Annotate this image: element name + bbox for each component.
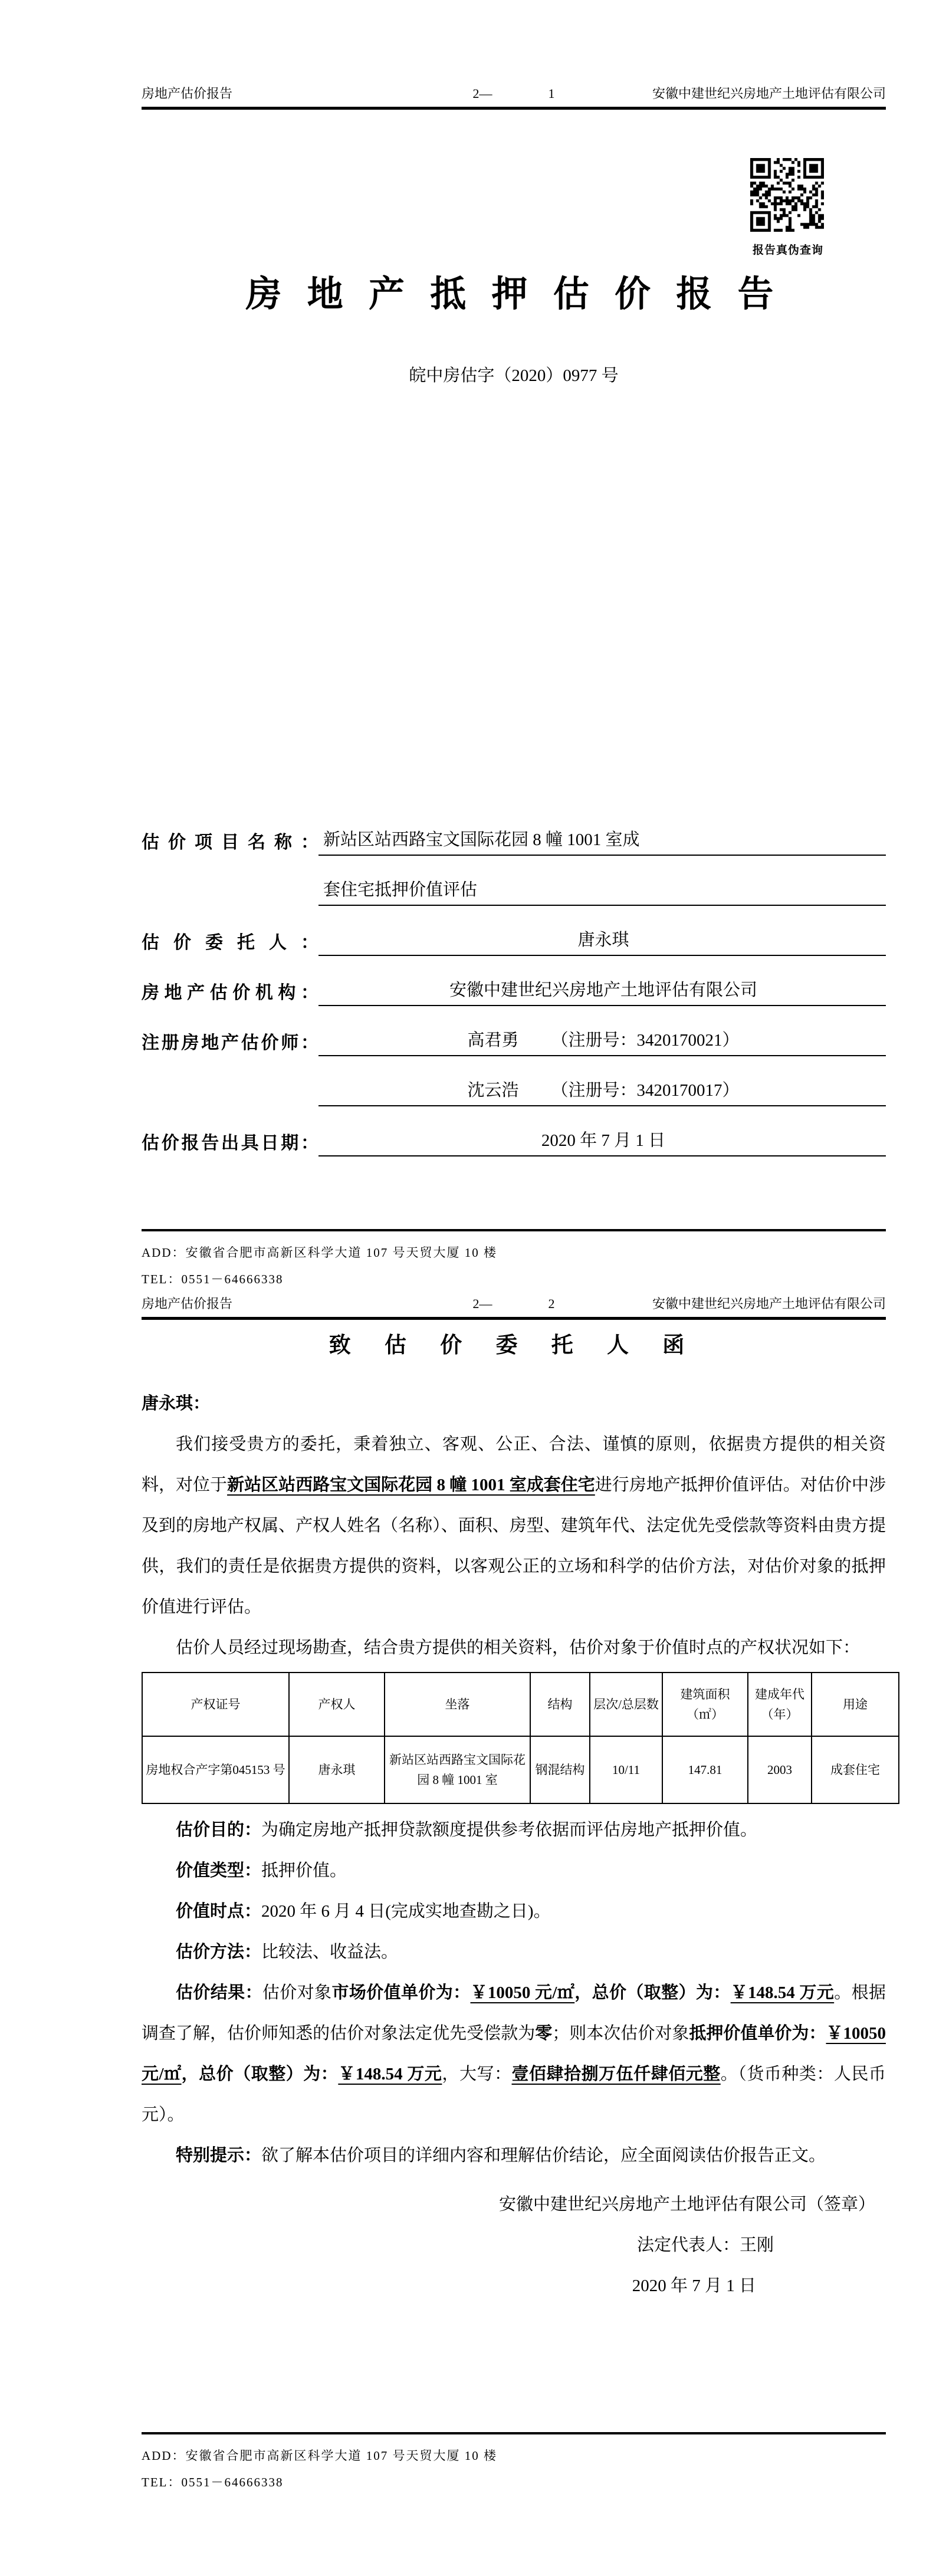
value-date-line [142, 1891, 886, 1932]
letter-page [0, 1292, 936, 2576]
col-header-use: 用途 [812, 1673, 899, 1736]
currency-note: 。（货币种类：人民币元）。 [142, 2065, 886, 2124]
col-header-owner: 产权人 [289, 1673, 385, 1736]
appraiser-1-name: 高君勇 [467, 1031, 519, 1050]
result-paragraph [142, 1973, 886, 2135]
result-label: 估价结果： [176, 1983, 262, 2002]
legal-representative: 法定代表人：王刚 [636, 2236, 774, 2255]
col-header-structure: 结构 [530, 1673, 590, 1736]
mortgage-total-label: ，总价（取整）为： [181, 2065, 339, 2084]
letter-title: 致 估 价 委 托 人 函 [329, 1333, 699, 1358]
salutation: 唐永琪： [142, 1394, 211, 1413]
in-words-label: ，大写： [442, 2065, 512, 2084]
para1-text-cont: 进行房地产抵押价值评估。对估价中涉及到的房地产权属、产权人姓名（名称）、面积、房型、建筑年代、法定优先受偿款等资料由贵方提供，我们的责任是依据贵方提供的资料，以客观公正的立场和科学的估价方法，对估价对象的抵押价值进行评估。 [142, 1476, 886, 1616]
appraiser-1-value [318, 1027, 886, 1056]
running-header [142, 1296, 886, 1320]
cell-floor-area: 147.81 [662, 1736, 748, 1803]
cell-use: 成套住宅 [812, 1736, 899, 1803]
running-header [142, 86, 886, 110]
method-text: 比较法、收益法。 [261, 1943, 399, 1961]
market-unit-price-label: 市场价值单价为： [331, 1983, 471, 2002]
cell-structure: 钢混结构 [530, 1736, 590, 1803]
header-company-name: 安徽中建世纪兴房地产土地评估有限公司 [652, 86, 886, 101]
appraisal-purpose-line [142, 1810, 886, 1851]
special-note-label: 特别提示： [176, 2146, 262, 2165]
value-type-label: 价值类型： [176, 1861, 262, 1880]
signature-block [142, 2184, 886, 2306]
page2-footer [142, 2432, 886, 2496]
appraiser-2-value [318, 1077, 886, 1106]
cell-owner: 唐永琪 [289, 1736, 385, 1803]
project-name-value-line1: 新站区站西路宝文国际花园 8 幢 1001 室成 [318, 826, 886, 856]
footer-address: ADD：安徽省合肥市高新区科学大道 107 号天贸大厦 10 楼 [142, 1246, 497, 1260]
field-row-appraiser-2 [142, 1056, 886, 1106]
table-header-row [142, 1673, 899, 1736]
method-line [142, 1932, 886, 1973]
qr-caption: 报告真伪查询 [752, 244, 823, 257]
report-number: 皖中房估字（2020）0977 号 [409, 366, 619, 385]
agency-value: 安徽中建世纪兴房地产土地评估有限公司 [318, 977, 886, 1006]
zero-priority-claims: 零 [535, 2024, 553, 2043]
cell-year-built: 2003 [748, 1736, 812, 1803]
footer-address: ADD：安徽省合肥市高新区科学大道 107 号天贸大厦 10 楼 [142, 2449, 497, 2463]
page1-footer [142, 1229, 886, 1293]
cell-certificate-no: 房地权合产字第045153 号 [142, 1736, 289, 1803]
client-value: 唐永琪 [318, 926, 886, 956]
header-report-type: 房地产估价报告 [142, 1296, 233, 1311]
page-number-group [473, 86, 555, 101]
cover-fields [142, 806, 886, 1156]
appraiser-2-registration: （注册号：3420170017） [551, 1081, 740, 1100]
empty-label [142, 1104, 318, 1106]
cell-location: 新站区站西路宝文国际花园 8 幢 1001 室 [385, 1736, 530, 1803]
empty-label [142, 903, 318, 906]
field-row-client [142, 906, 886, 956]
page-number: 1 [548, 86, 555, 101]
value-type-text: 抵押价值。 [261, 1861, 347, 1880]
subject-property-name: 新站区站西路宝文国际花园 8 幢 1001 室成套住宅 [227, 1476, 595, 1494]
letter-body [142, 1322, 886, 2306]
qr-code [750, 158, 824, 232]
appraiser-1-registration: （注册号：3420170021） [551, 1031, 740, 1050]
special-note-paragraph [142, 2135, 886, 2176]
header-company-name: 安徽中建世纪兴房地产土地评估有限公司 [652, 1296, 886, 1311]
result-then-text: ；则本次估价对象 [552, 2024, 689, 2043]
project-name-value-line2: 套住宅抵押价值评估 [318, 876, 886, 906]
client-label: 估价委托人： [142, 933, 318, 952]
property-rights-table [142, 1672, 899, 1804]
page-group-label: 2— [472, 1296, 492, 1311]
field-row-agency [142, 956, 886, 1006]
col-header-location: 坐落 [385, 1673, 530, 1736]
col-header-certificate-no: 产权证号 [142, 1673, 289, 1736]
market-total-label: ，总价（取整）为： [574, 1983, 731, 2002]
purpose-text: 为确定房地产抵押贷款额度提供参考依据而评估房地产抵押价值。 [261, 1821, 758, 1839]
value-date-label: 价值时点： [176, 1902, 262, 1921]
para1-text: 我们接受贵方的委托，秉着独立、客观、公正、合法、谨慎的原则，依据贵方提供的相关资料，对位于 [142, 1435, 886, 1494]
special-note-text: 欲了解本估价项目的详细内容和理解估价结论，应全面阅读估价报告正文。 [261, 2146, 826, 2165]
value-date-text: 2020 年 6 月 4 日(完成实地查勘之日)。 [261, 1902, 551, 1921]
mortgage-unit-price-label: 抵押价值单价为： [689, 2024, 826, 2043]
amount-in-words: 壹佰肆拾捌万伍仟肆佰元整 [511, 2065, 721, 2084]
cell-floor: 10/11 [590, 1736, 662, 1803]
header-report-type: 房地产估价报告 [142, 86, 233, 101]
purpose-label: 估价目的： [176, 1821, 262, 1839]
agency-label: 房地产估价机构： [142, 983, 318, 1003]
project-name-label: 估价项目名称： [142, 833, 318, 852]
signing-company: 安徽中建世纪兴房地产土地评估有限公司（签章） [498, 2195, 875, 2214]
field-row-issue-date [142, 1106, 886, 1156]
mortgage-unit-price-value: ￥10050 元/㎡ [142, 2024, 886, 2084]
value-type-line [142, 1851, 886, 1891]
method-label: 估价方法： [176, 1943, 262, 1961]
col-header-year-built: 建成年代（年） [748, 1673, 812, 1736]
issue-date-label: 估价报告出具日期： [142, 1133, 318, 1153]
paragraph-engagement [142, 1424, 886, 1628]
field-row-appraiser-1 [142, 1006, 886, 1056]
page-number: 2 [548, 1296, 555, 1311]
col-header-floor-area: 建筑面积（㎡） [662, 1673, 748, 1736]
table-data-row [142, 1736, 899, 1803]
mortgage-total-value: ￥148.54 万元 [338, 2065, 442, 2084]
appraiser-2-name: 沈云浩 [467, 1081, 519, 1100]
report-verification-block [750, 158, 826, 257]
signature-date: 2020 年 7 月 1 日 [632, 2276, 756, 2295]
page-group-label: 2— [472, 86, 492, 101]
paragraph-inspection: 估价人员经过现场勘查，结合贵方提供的相关资料，估价对象于价值时点的产权状况如下： [176, 1638, 861, 1657]
field-row-project [142, 806, 886, 856]
report-title: 房 地 产 抵 押 估 价 报 告 [245, 275, 782, 314]
market-unit-price-value: ￥10050 元/㎡ [470, 1983, 575, 2002]
market-total-value: ￥148.54 万元 [730, 1983, 835, 2002]
footer-telephone: TEL：0551－64666338 [142, 1272, 284, 1286]
appraiser-label: 注册房地产估价师： [142, 1033, 318, 1053]
field-row-project-cont [142, 856, 886, 906]
col-header-floor: 层次/总层数 [590, 1673, 662, 1736]
issue-date-value: 2020 年 7 月 1 日 [318, 1127, 886, 1156]
footer-telephone: TEL：0551－64666338 [142, 2475, 284, 2489]
result-survey-text: 。根据调查了解，估价师知悉的估价对象法定优先受偿款为 [142, 1983, 886, 2043]
result-subject: 估价对象 [262, 1983, 332, 2002]
page-number-group [473, 1296, 555, 1312]
